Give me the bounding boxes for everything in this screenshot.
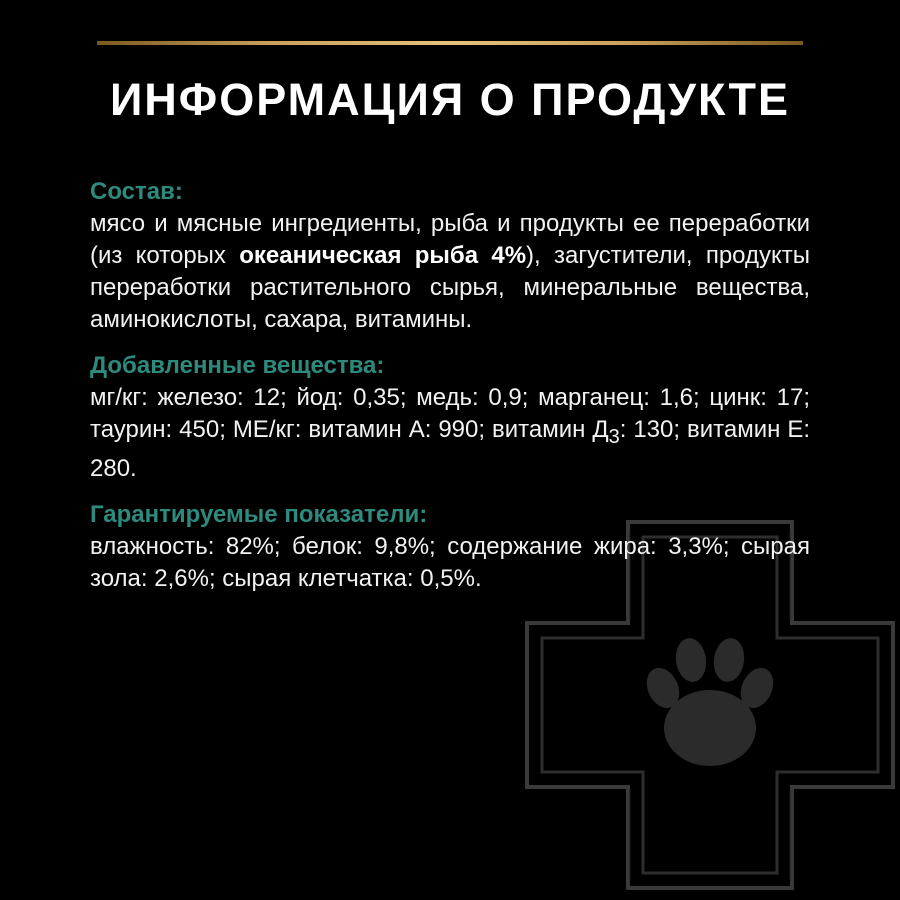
additives-section xyxy=(90,350,810,485)
composition-section xyxy=(90,176,810,336)
vitamin-d-subscript: 3 xyxy=(608,425,620,448)
additives-text-part: мг/кг: железо: 12; йод: 0,35; медь: 0,9; марганец: 1,6; цинк: 17; таурин: 450; МЕ/кг: витамин А: 990; витамин Д xyxy=(90,384,810,443)
additives-text-part: : 130; витамин Е: 280. xyxy=(90,416,810,482)
composition-text-part: мясо и мясные ингредиенты, рыба и продукты ее переработки (из которых xyxy=(90,210,810,269)
gold-divider xyxy=(97,41,803,45)
composition-text-part: ), загустители, продукты переработки растительного сырья, минеральные вещества, аминокислоты, сахара, витамины. xyxy=(90,242,811,333)
guaranteed-heading: Гарантируемые показатели: xyxy=(90,500,428,528)
additives-text xyxy=(90,382,810,485)
composition-text xyxy=(90,208,810,336)
additives-heading: Добавленные вещества: xyxy=(90,352,385,379)
guaranteed-section xyxy=(90,499,810,595)
product-info xyxy=(90,176,810,609)
page-title: ИНФОРМАЦИЯ О ПРОДУКТЕ xyxy=(109,74,791,125)
composition-heading: Состав: xyxy=(90,178,183,205)
ocean-fish-highlight: океаническая рыба 4% xyxy=(239,242,527,269)
guaranteed-text: влажность: 82%; белок: 9,8%; содержание жира: 3,3%; сырая зола: 2,6%; сырая клетчатка: 0,5%. xyxy=(90,532,810,592)
